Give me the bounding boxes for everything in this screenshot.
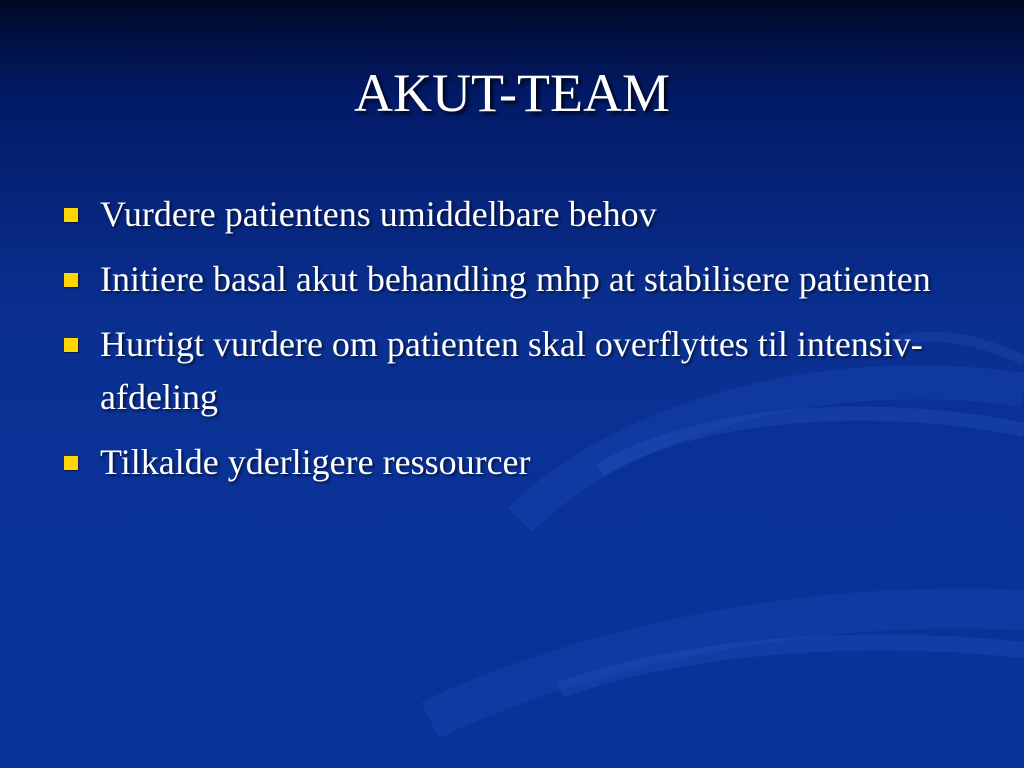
slide-title: AKUT-TEAM bbox=[354, 63, 670, 123]
bullet-text: Vurdere patientens umiddelbare behov bbox=[100, 194, 657, 234]
square-bullet-icon bbox=[64, 208, 78, 222]
bullet-list bbox=[62, 188, 962, 501]
bullet-text: Tilkalde yderligere ressourcer bbox=[100, 442, 531, 482]
bullet-item-3 bbox=[62, 318, 962, 424]
square-bullet-icon bbox=[64, 273, 78, 287]
square-bullet-icon bbox=[64, 456, 78, 470]
bullet-item-1 bbox=[62, 188, 962, 241]
bullet-item-2 bbox=[62, 253, 962, 306]
bullet-text: Hurtigt vurdere om patienten skal overflyttes til intensiv-afdeling bbox=[100, 324, 923, 417]
bullet-item-4 bbox=[62, 436, 962, 489]
bullet-text: Initiere basal akut behandling mhp at stabilisere patienten bbox=[100, 259, 931, 299]
square-bullet-icon bbox=[64, 338, 78, 352]
